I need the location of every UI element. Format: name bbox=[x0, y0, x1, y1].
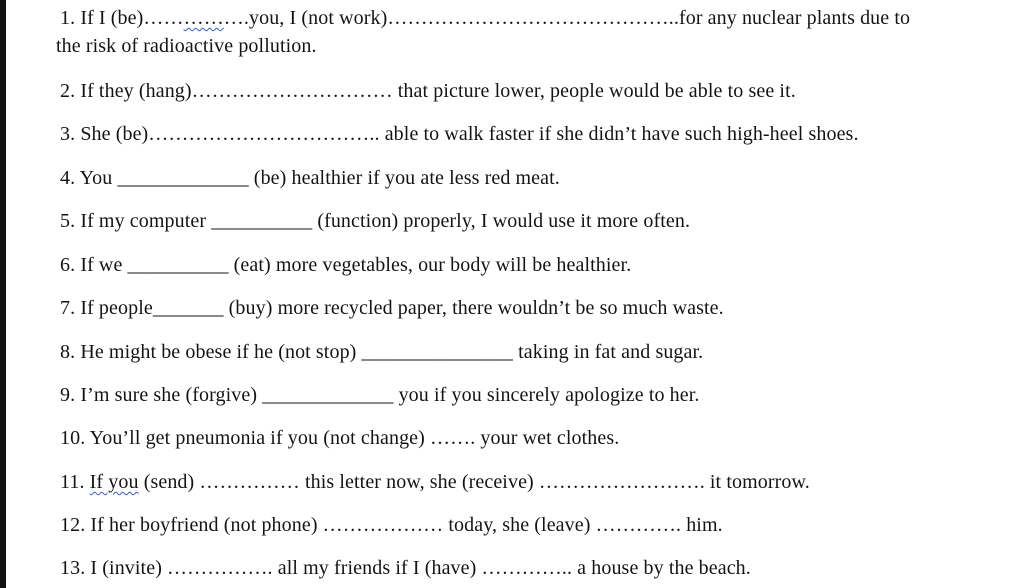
exercise-item-4 bbox=[60, 166, 560, 190]
exercise-item-10 bbox=[60, 426, 619, 450]
item-number: 5. bbox=[60, 210, 76, 232]
item-text: the risk of radioactive pollution. bbox=[56, 35, 317, 57]
item-text: You’ll get pneumonia if you (not change) ……. your wet clothes. bbox=[89, 427, 620, 449]
exercise-item-5 bbox=[60, 209, 690, 233]
exercise-item-3 bbox=[60, 122, 859, 146]
left-edge-border bbox=[0, 0, 6, 588]
exercise-item-2 bbox=[60, 79, 796, 103]
item-number: 8. bbox=[60, 341, 76, 363]
item-number: 4. bbox=[60, 167, 76, 189]
item-text: If they (hang)………………………… that picture lower, people would be able to see it. bbox=[80, 80, 796, 102]
exercise-item-6 bbox=[60, 253, 631, 277]
item-text: I’m sure she (forgive) _____________ you if you sincerely apologize to her. bbox=[80, 384, 700, 406]
item-text-part: ….you, I (not work) bbox=[223, 7, 388, 29]
exercise-item-8 bbox=[60, 340, 703, 364]
exercise-item-11 bbox=[60, 470, 810, 494]
exercise-item-7 bbox=[60, 296, 724, 320]
item-text: I (invite) ……………. all my friends if I (have) ………….. a house by the beach. bbox=[90, 557, 751, 579]
exercise-item-9 bbox=[60, 383, 700, 407]
exercise-item-12 bbox=[60, 513, 723, 537]
exercise-item-13 bbox=[60, 556, 751, 580]
item-number: 2. bbox=[60, 80, 76, 102]
item-text: If people_______ (buy) more recycled paper, there wouldn’t be so much waste. bbox=[80, 297, 724, 319]
item-text: She (be)…………………………….. able to walk faster if she didn’t have such high-heel shoes. bbox=[80, 123, 859, 145]
item-text-part-underlined: If you bbox=[89, 471, 139, 493]
item-number: 1. bbox=[60, 7, 76, 29]
item-number: 6. bbox=[60, 254, 76, 276]
item-number: 9. bbox=[60, 384, 76, 406]
item-number: 3. bbox=[60, 123, 76, 145]
item-text: If we __________ (eat) more vegetables, our body will be healthier. bbox=[80, 254, 632, 276]
item-number: 13. bbox=[60, 557, 86, 579]
item-text-part: for any nuclear plants due to bbox=[678, 7, 911, 29]
item-text-part: If I (be) bbox=[80, 7, 144, 29]
item-text: If her boyfriend (not phone) ……………… today, she (leave) …………. him. bbox=[90, 514, 723, 536]
item-number: 12. bbox=[60, 514, 86, 536]
exercise-item-1-continuation bbox=[56, 34, 317, 58]
item-text-part: …………………………………….. bbox=[387, 7, 679, 29]
item-text: You _____________ (be) healthier if you ate less red meat. bbox=[79, 167, 560, 189]
item-text-part-underlined: …… bbox=[183, 7, 224, 29]
item-text-part: (send) …………… this letter now, she (receive) ……………………. it tomorrow. bbox=[138, 471, 810, 493]
item-text: He might be obese if he (not stop) _______________ taking in fat and sugar. bbox=[80, 341, 704, 363]
exercise-item-1 bbox=[60, 6, 910, 30]
item-text: If my computer __________ (function) properly, I would use it more often. bbox=[80, 210, 691, 232]
item-text-part: …… bbox=[143, 7, 184, 29]
item-number: 10. bbox=[60, 427, 86, 449]
item-number: 11. bbox=[60, 471, 85, 493]
item-number: 7. bbox=[60, 297, 76, 319]
